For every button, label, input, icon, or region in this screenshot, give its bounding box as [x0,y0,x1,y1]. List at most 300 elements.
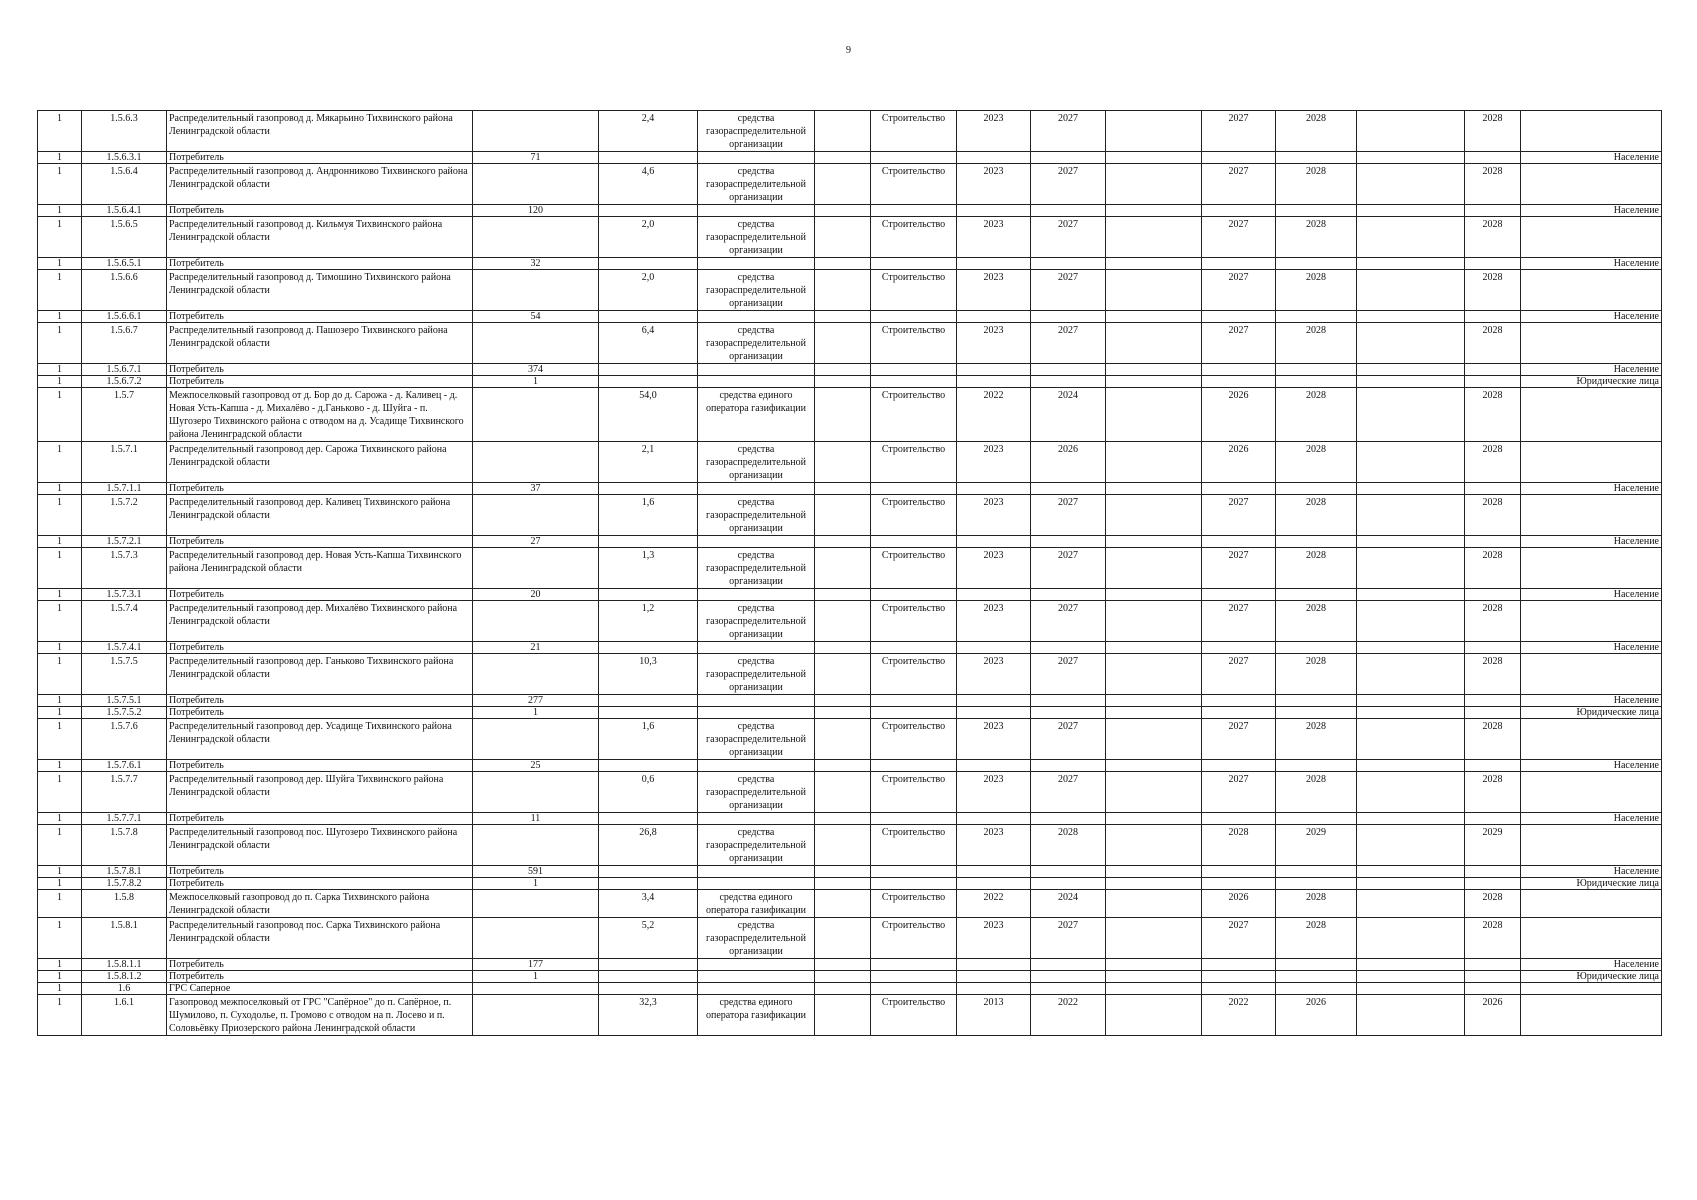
item-number-cell: 1.5.7.2.1 [82,536,167,548]
empty-cell [1106,205,1202,217]
consumer-count-cell: 277 [473,695,599,707]
pipeline-row [38,825,1662,866]
empty-cell [815,483,871,495]
empty-cell [1276,364,1357,376]
object-name-cell: Распределительный газопровод пос. Шугозеро Тихвинского района Ленинградской области [167,825,473,866]
empty-cell [599,695,698,707]
category-cell [1521,442,1662,483]
consumer-count-cell: 591 [473,866,599,878]
object-name-cell: Распределительный газопровод дер. Усадище Тихвинского района Ленинградской области [167,719,473,760]
length-cell: 6,4 [599,323,698,364]
pipeline-row [38,164,1662,205]
empty-cell [1106,376,1202,388]
empty-cell [1357,825,1465,866]
item-number-cell: 1.6.1 [82,995,167,1036]
item-number-cell: 1.5.7 [82,388,167,442]
empty-cell [1106,878,1202,890]
item-number-cell: 1.5.7.3 [82,548,167,589]
category-cell [1521,890,1662,918]
empty-cell [815,258,871,270]
empty-cell [815,111,871,152]
year-cell: 2028 [1465,270,1521,311]
empty-cell [1357,388,1465,442]
pipeline-row [38,217,1662,258]
empty-cell [599,376,698,388]
count-cell [473,164,599,205]
end-year-cell: 2024 [1031,890,1106,918]
start-year-cell: 2023 [957,217,1031,258]
item-number-cell: 1.5.8 [82,890,167,918]
pipeline-row [38,719,1662,760]
empty-cell [871,866,957,878]
empty-cell [1357,323,1465,364]
count-cell [473,388,599,442]
length-cell: 32,3 [599,995,698,1036]
consumer-category-cell: Юридические лица [1521,376,1662,388]
length-cell: 10,3 [599,654,698,695]
section-cell: 1 [38,548,82,589]
pipeline-row [38,323,1662,364]
object-name-cell: Распределительный газопровод дер. Каливец Тихвинского района Ленинградской области [167,495,473,536]
year-cell: 2028 [1465,601,1521,642]
empty-cell [1357,111,1465,152]
empty-cell [1106,483,1202,495]
empty-cell [1202,376,1276,388]
empty-cell [599,642,698,654]
start-year-cell: 2023 [957,164,1031,205]
consumer-category-cell: Население [1521,866,1662,878]
empty-cell [1106,918,1202,959]
empty-cell [957,983,1031,995]
section-cell: 1 [38,442,82,483]
category-cell [1521,495,1662,536]
consumer-category-cell: Население [1521,813,1662,825]
empty-cell [1106,707,1202,719]
start-year-cell: 2023 [957,111,1031,152]
empty-cell [698,311,815,323]
object-name-cell: Потребитель [167,813,473,825]
section-cell: 1 [38,205,82,217]
empty-cell [1276,258,1357,270]
pipeline-row [38,495,1662,536]
section-cell: 1 [38,217,82,258]
object-name-cell: Потребитель [167,258,473,270]
empty-cell [815,152,871,164]
empty-cell [1465,983,1521,995]
empty-cell [1106,495,1202,536]
empty-cell [1202,707,1276,719]
item-number-cell: 1.5.7.4.1 [82,642,167,654]
work-type-cell: Строительство [871,495,957,536]
empty-cell [957,483,1031,495]
empty-cell [698,866,815,878]
empty-cell [599,311,698,323]
empty-cell [599,205,698,217]
length-cell: 1,6 [599,719,698,760]
funding-source-cell: средства газораспределительной организации [698,825,815,866]
empty-cell [871,760,957,772]
empty-cell [1106,258,1202,270]
pipeline-row [38,918,1662,959]
count-cell [473,918,599,959]
empty-cell [815,760,871,772]
empty-cell [1106,364,1202,376]
section-cell: 1 [38,866,82,878]
year-cell: 2028 [1465,323,1521,364]
empty-cell [1465,813,1521,825]
object-name-cell: Межпоселковый газопровод от д. Бор до д. Сарожа - д. Каливец - д. Новая Усть-Капша - д. Михалёво - д.Ганьково - д. Шуйга - п. Шугозеро Тихвинского района с отводом на д. Усадище Тихвинского района Ленинградской области [167,388,473,442]
section-cell: 1 [38,164,82,205]
year-cell: 2028 [1465,719,1521,760]
empty-cell [815,536,871,548]
empty-cell [1202,536,1276,548]
empty-cell [1357,772,1465,813]
consumer-count-cell: 54 [473,311,599,323]
count-cell [473,217,599,258]
funding-source-cell: средства газораспределительной организации [698,654,815,695]
object-name-cell: Распределительный газопровод пос. Сарка Тихвинского района Ленинградской области [167,918,473,959]
work-type-cell: Строительство [871,918,957,959]
empty-cell [871,813,957,825]
empty-cell [599,364,698,376]
consumer-row [38,376,1662,388]
empty-cell [1357,918,1465,959]
consumer-count-cell [473,983,599,995]
empty-cell [871,311,957,323]
section-cell: 1 [38,813,82,825]
object-name-cell: Потребитель [167,695,473,707]
empty-cell [815,548,871,589]
pipeline-row [38,111,1662,152]
empty-cell [1465,959,1521,971]
object-name-cell: Потребитель [167,152,473,164]
empty-cell [1357,971,1465,983]
year-cell: 2028 [1276,111,1357,152]
funding-source-cell: средства газораспределительной организации [698,442,815,483]
year-cell: 2026 [1465,995,1521,1036]
consumer-row [38,959,1662,971]
empty-cell [698,707,815,719]
length-cell: 54,0 [599,388,698,442]
empty-cell [1357,642,1465,654]
empty-cell [1357,760,1465,772]
category-cell [1521,601,1662,642]
year-cell: 2026 [1276,995,1357,1036]
empty-cell [957,878,1031,890]
category-cell [1521,654,1662,695]
length-cell: 5,2 [599,918,698,959]
empty-cell [698,760,815,772]
section-cell: 1 [38,760,82,772]
item-number-cell: 1.5.8.1.2 [82,971,167,983]
empty-cell [815,959,871,971]
empty-cell [1031,376,1106,388]
consumer-category-cell [1521,983,1662,995]
empty-cell [1106,311,1202,323]
year-cell: 2028 [1276,918,1357,959]
empty-cell [815,866,871,878]
funding-source-cell: средства газораспределительной организации [698,323,815,364]
empty-cell [1357,152,1465,164]
length-cell: 0,6 [599,772,698,813]
empty-cell [698,695,815,707]
empty-cell [1357,311,1465,323]
section-cell: 1 [38,719,82,760]
length-cell: 1,3 [599,548,698,589]
item-number-cell: 1.5.7.7.1 [82,813,167,825]
empty-cell [599,483,698,495]
section-cell: 1 [38,959,82,971]
empty-cell [1465,589,1521,601]
year-cell: 2028 [1276,890,1357,918]
empty-cell [698,959,815,971]
year-cell: 2027 [1202,270,1276,311]
object-name-cell: Распределительный газопровод дер. Сарожа Тихвинского района Ленинградской области [167,442,473,483]
length-cell: 2,0 [599,217,698,258]
object-name-cell: Межпоселковый газопровод до п. Сарка Тихвинского района Ленинградской области [167,890,473,918]
start-year-cell: 2023 [957,918,1031,959]
empty-cell [815,388,871,442]
empty-cell [1465,642,1521,654]
consumer-category-cell: Население [1521,364,1662,376]
count-cell [473,442,599,483]
empty-cell [1106,959,1202,971]
empty-cell [1357,495,1465,536]
funding-source-cell: средства газораспределительной организации [698,719,815,760]
empty-cell [871,959,957,971]
object-name-cell: Потребитель [167,376,473,388]
empty-cell [1202,983,1276,995]
year-cell: 2027 [1202,495,1276,536]
empty-cell [1106,695,1202,707]
empty-cell [698,483,815,495]
item-number-cell: 1.5.8.1.1 [82,959,167,971]
pipeline-row [38,388,1662,442]
item-number-cell: 1.5.6.4 [82,164,167,205]
work-type-cell: Строительство [871,217,957,258]
empty-cell [815,642,871,654]
empty-cell [1465,364,1521,376]
empty-cell [815,772,871,813]
empty-cell [1357,878,1465,890]
empty-cell [871,878,957,890]
start-year-cell: 2022 [957,890,1031,918]
consumer-category-cell: Население [1521,311,1662,323]
section-cell: 1 [38,878,82,890]
empty-cell [1357,442,1465,483]
empty-cell [1106,719,1202,760]
work-type-cell: Строительство [871,654,957,695]
consumer-row [38,589,1662,601]
consumer-category-cell: Население [1521,205,1662,217]
empty-cell [815,589,871,601]
empty-cell [1357,536,1465,548]
empty-cell [957,959,1031,971]
empty-cell [1465,258,1521,270]
consumer-category-cell: Население [1521,589,1662,601]
empty-cell [1106,866,1202,878]
section-cell: 1 [38,323,82,364]
end-year-cell: 2027 [1031,495,1106,536]
empty-cell [1276,959,1357,971]
item-number-cell: 1.5.7.5.1 [82,695,167,707]
empty-cell [815,495,871,536]
empty-cell [1106,388,1202,442]
empty-cell [815,878,871,890]
empty-cell [957,760,1031,772]
empty-cell [1106,536,1202,548]
empty-cell [815,311,871,323]
object-name-cell: Распределительный газопровод д. Кильмуя Тихвинского района Ленинградской области [167,217,473,258]
year-cell: 2029 [1276,825,1357,866]
category-cell [1521,772,1662,813]
empty-cell [1357,589,1465,601]
empty-cell [1106,589,1202,601]
empty-cell [871,707,957,719]
empty-cell [1106,152,1202,164]
empty-cell [871,376,957,388]
pipeline-row [38,654,1662,695]
item-number-cell: 1.5.6.6.1 [82,311,167,323]
length-cell: 3,4 [599,890,698,918]
count-cell [473,548,599,589]
empty-cell [1202,866,1276,878]
length-cell: 1,6 [599,495,698,536]
section-cell: 1 [38,536,82,548]
empty-cell [599,589,698,601]
consumer-row [38,760,1662,772]
year-cell: 2028 [1276,164,1357,205]
item-number-cell: 1.5.6.7 [82,323,167,364]
consumer-category-cell: Юридические лица [1521,878,1662,890]
empty-cell [871,642,957,654]
empty-cell [1031,983,1106,995]
empty-cell [1276,376,1357,388]
consumer-count-cell: 21 [473,642,599,654]
year-cell: 2028 [1276,323,1357,364]
length-cell: 26,8 [599,825,698,866]
count-cell [473,890,599,918]
funding-source-cell: средства газораспределительной организации [698,217,815,258]
year-cell: 2022 [1202,995,1276,1036]
work-type-cell: Строительство [871,388,957,442]
table-body [38,111,1662,1036]
item-number-cell: 1.5.7.8.1 [82,866,167,878]
empty-cell [1465,205,1521,217]
empty-cell [599,983,698,995]
empty-cell [1202,364,1276,376]
section-cell: 1 [38,971,82,983]
empty-cell [871,983,957,995]
work-type-cell: Строительство [871,111,957,152]
empty-cell [599,878,698,890]
empty-cell [1357,217,1465,258]
year-cell: 2028 [1465,890,1521,918]
end-year-cell: 2022 [1031,995,1106,1036]
empty-cell [1357,164,1465,205]
year-cell: 2027 [1202,217,1276,258]
work-type-cell: Строительство [871,825,957,866]
year-cell: 2027 [1202,548,1276,589]
pipeline-row [38,548,1662,589]
empty-cell [1357,270,1465,311]
item-number-cell: 1.5.7.8.2 [82,878,167,890]
empty-cell [1031,258,1106,270]
work-type-cell: Строительство [871,772,957,813]
item-number-cell: 1.5.6.5.1 [82,258,167,270]
consumer-row [38,707,1662,719]
item-number-cell: 1.5.7.8 [82,825,167,866]
consumer-count-cell: 27 [473,536,599,548]
empty-cell [698,971,815,983]
year-cell: 2026 [1202,442,1276,483]
empty-cell [1202,311,1276,323]
section-cell: 1 [38,642,82,654]
pipeline-row [38,270,1662,311]
empty-cell [1276,695,1357,707]
year-cell: 2027 [1202,719,1276,760]
consumer-row [38,878,1662,890]
empty-cell [1357,719,1465,760]
item-number-cell: 1.5.7.4 [82,601,167,642]
consumer-count-cell: 71 [473,152,599,164]
object-name-cell: Потребитель [167,364,473,376]
object-name-cell: Потребитель [167,483,473,495]
empty-cell [1276,878,1357,890]
pipeline-row [38,442,1662,483]
empty-cell [599,866,698,878]
empty-cell [957,205,1031,217]
consumer-category-cell: Население [1521,695,1662,707]
item-number-cell: 1.5.7.5.2 [82,707,167,719]
empty-cell [1106,825,1202,866]
empty-cell [1202,483,1276,495]
object-name-cell: Потребитель [167,760,473,772]
empty-cell [871,364,957,376]
empty-cell [1106,548,1202,589]
empty-cell [1031,971,1106,983]
empty-cell [1106,983,1202,995]
year-cell: 2028 [1465,164,1521,205]
consumer-row [38,152,1662,164]
count-cell [473,270,599,311]
object-name-cell: Распределительный газопровод д. Андронниково Тихвинского района Ленинградской области [167,164,473,205]
category-cell [1521,164,1662,205]
work-type-cell: Строительство [871,164,957,205]
empty-cell [1465,376,1521,388]
empty-cell [1202,258,1276,270]
empty-cell [1465,971,1521,983]
start-year-cell: 2023 [957,825,1031,866]
empty-cell [1357,890,1465,918]
start-year-cell: 2023 [957,442,1031,483]
work-type-cell: Строительство [871,323,957,364]
item-number-cell: 1.6 [82,983,167,995]
empty-cell [871,589,957,601]
consumer-count-cell: 177 [473,959,599,971]
empty-cell [957,258,1031,270]
category-cell [1521,918,1662,959]
consumer-row [38,983,1662,995]
object-name-cell: Распределительный газопровод дер. Новая Усть-Капша Тихвинского района Ленинградской области [167,548,473,589]
category-cell [1521,388,1662,442]
section-cell: 1 [38,825,82,866]
empty-cell [698,152,815,164]
section-cell: 1 [38,111,82,152]
empty-cell [1465,695,1521,707]
consumer-count-cell: 1 [473,707,599,719]
end-year-cell: 2027 [1031,772,1106,813]
